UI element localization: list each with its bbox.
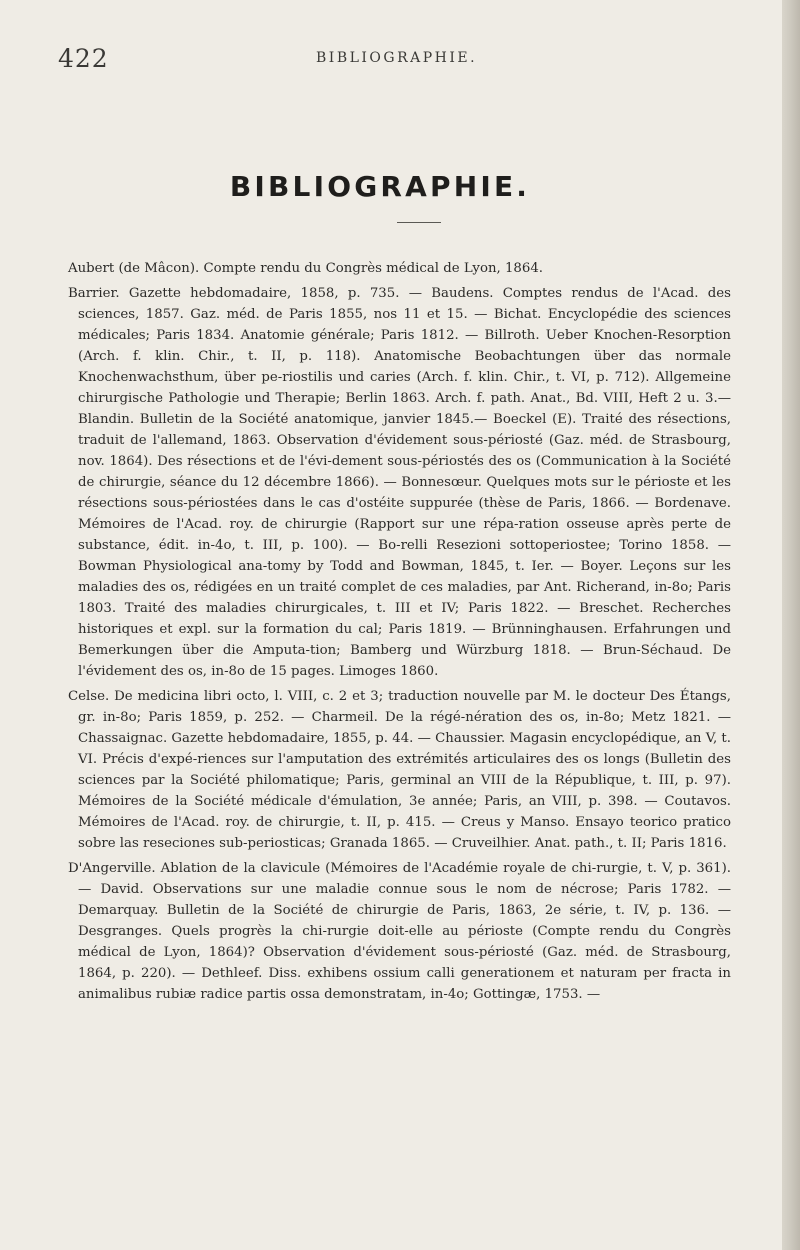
page-number: 422 (58, 44, 109, 73)
entry-paragraph-d: D'Angerville. Ablation de la clavicule (Mémoires de l'Académie royale de chi-rurgie, t. V, p. 361). — David. Observations sur une maladie connue sous le nom de nécrose; Paris 1782. — Demarquay. Bulletin de la Société de chirurgie de Paris, 1863, 2e série, t. IV, p. 136. — Desgranges. Quels progrès la chi-rurgie doit-elle au périoste (Compte rendu du Congrès médical de Lyon, 1864)? Observation d'évidement sous-périosté (Gaz. méd. de Strasbourg, 1864, p. 220). — Dethleef. Diss. exhibens ossium calli generationem et naturam per fracta in animalibus rubiæ radice partis ossa demonstratam, in-4o; Gottingæ, 1753. — (68, 861, 731, 1002)
section-title: BIBLIOGRAPHIE. (229, 170, 531, 203)
page-edge (782, 0, 800, 1250)
entry-paragraph-c: Celse. De medicina libri octo, l. VIII, c. 2 et 3; traduction nouvelle par M. le docteur Des Étangs, gr. in-8o; Paris 1859, p. 252. — Charmeil. De la régé-nération des os, in-8o; Metz 1821. — Chassaignac. Gazette hebdomadaire, 1855, p. 44. — Chaussier. Magasin encyclopédique, an V, t. VI. Précis d'expé-riences sur l'amputation des extrémités articulaires des os longs (Bulletin des sciences par la Société philomatique; Paris, germinal an VIII de la République, t. III, p. 97). Mémoires de la Société médicale d'émulation, 3e année; Paris, an VIII, p. 398. — Coutavos. Mémoires de l'Acad. roy. de chirurgie, t. II, p. 415. — Creus y Manso. Ensayo teorico pratico sobre las reseciones sub-periosticas; Granada 1865. — Cruveilhier. Anat. path., t. II; Paris 1816. (68, 689, 731, 851)
entry-paragraph-b: Barrier. Gazette hebdomadaire, 1858, p. 735. — Baudens. Comptes rendus de l'Acad. des sciences, 1857. Gaz. méd. de Paris 1855, nos 11 et 15. — Bichat. Encyclopédie des sciences médicales; Paris 1834. Anatomie générale; Paris 1812. — Billroth. Ueber Knochen-Resorption (Arch. f. klin. Chir., t. II, p. 118). Anatomische Beobachtungen über das normale Knochenwachsthum, über pe-riostilis und caries (Arch. f. klin. Chir., t. VI, p. 712). Allgemeine chirurgische Pathologie und Therapie; Berlin 1863. Arch. f. path. Anat., Bd. VIII, Heft 2 u. 3.— Blandin. Bulletin de la Société anatomique, janvier 1845.— Boeckel (E). Traité des résections, traduit de l'allemand, 1863. Observation d'évidement sous-périosté (Gaz. méd. de Strasbourg, nov. 1864). Des résections et de l'évi-dement sous-périostés des os (Communication à la Société de chirurgie, séance du 12 décembre 1866). — Bonnesœur. Quelques mots sur le périoste et les résections sous-périostées dans le cas d'ostéite suppurée (thèse de Paris, 1866. — Bordenave. Mémoires de l'Acad. roy. de chirurgie (Rapport sur une répa-ration osseuse après perte de substance, édit. in-4o, t. III, p. 100). — Bo-relli Resezioni sottoperiostee; Torino 1858. — Bowman Physiological ana-tomy by Todd and Bowman, 1845, t. Ier. — Boyer. Leçons sur les maladies des os, rédigées en un traité complet de ces maladies, par Ant. Richerand, in-8o; Paris 1803. Traité des maladies chirurgicales, t. III et IV; Paris 1822. — Breschet. Recherches historiques et expl. sur la formation du cal; Paris 1819. — Brünninghausen. Erfahrungen und Bemerkungen über die Amputa-tion; Bamberg und Würzburg 1818. — Brun-Séchaud. De l'évidement des os, in-8o de 15 pages. Limoges 1860. (68, 286, 731, 679)
bibliography-body (66, 258, 731, 1009)
running-head: BIBLIOGRAPHIE. (316, 50, 478, 66)
title-rule (397, 222, 441, 223)
entry-paragraph-a: Aubert (de Mâcon). Compte rendu du Congrès médical de Lyon, 1864. (68, 261, 544, 276)
